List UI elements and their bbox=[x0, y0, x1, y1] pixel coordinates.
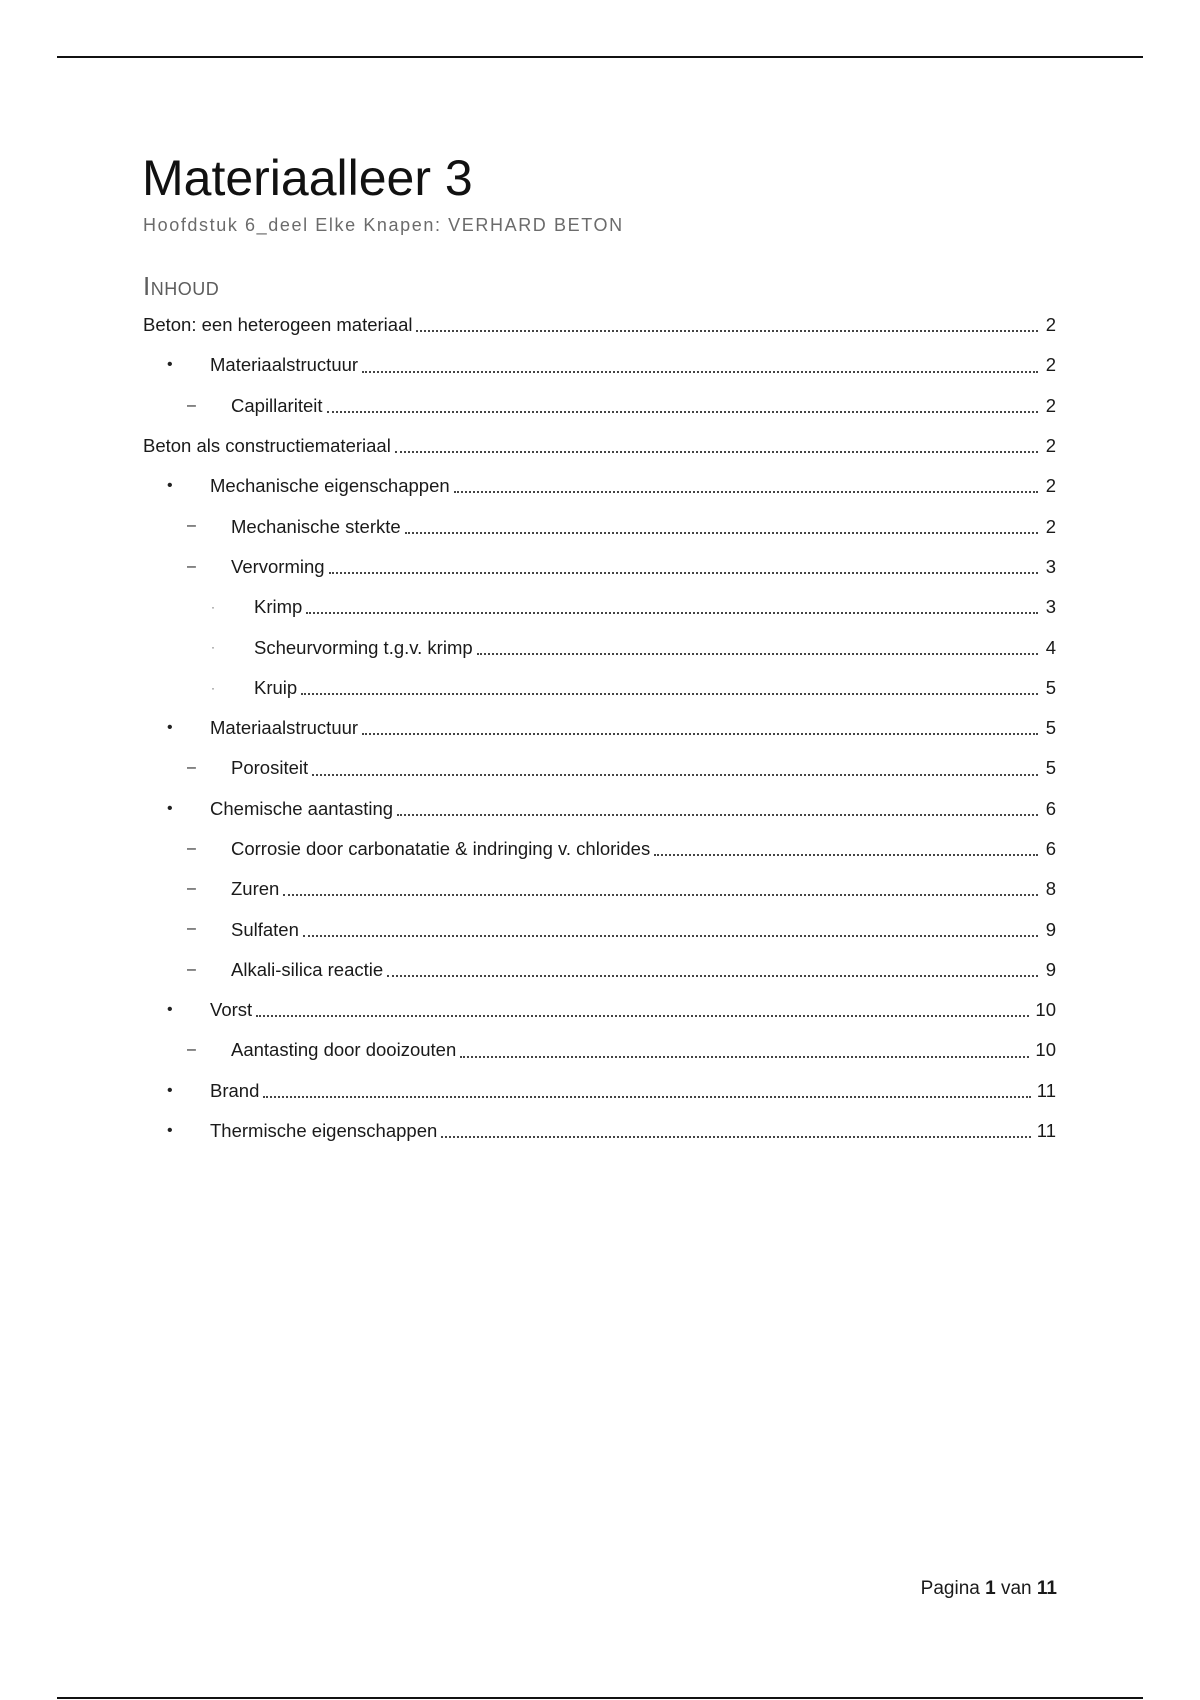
toc-dot-leader bbox=[405, 506, 1040, 546]
toc-entry-title: Sulfaten bbox=[231, 919, 303, 941]
toc-page-number: 2 bbox=[1045, 394, 1056, 416]
toc-entry-title: Chemische aantasting bbox=[210, 798, 397, 820]
toc-entry[interactable] bbox=[143, 506, 1056, 546]
toc-entry[interactable] bbox=[143, 547, 1056, 587]
toc-entry-title: Krimp bbox=[254, 596, 306, 618]
toc-entry[interactable] bbox=[143, 668, 1056, 708]
toc-page-number: 2 bbox=[1045, 475, 1056, 497]
toc-entry[interactable] bbox=[143, 1071, 1056, 1111]
footer-total-pages: 11 bbox=[1036, 1578, 1057, 1599]
toc-dot-leader bbox=[397, 789, 1040, 829]
toc-bullet-marker: • bbox=[167, 799, 173, 817]
toc-entry[interactable] bbox=[143, 748, 1056, 788]
toc-entry[interactable] bbox=[143, 1111, 1056, 1151]
toc-dot-leader bbox=[329, 547, 1040, 587]
toc-entry[interactable] bbox=[143, 708, 1056, 748]
toc-page-number: 3 bbox=[1045, 555, 1056, 577]
toc-bullet-marker: • bbox=[167, 477, 173, 495]
toc-bullet-marker: – bbox=[187, 920, 196, 938]
toc-entry-title: Aantasting door dooizouten bbox=[231, 1039, 460, 1061]
toc-page-number: 2 bbox=[1045, 435, 1056, 457]
toc-dot-leader bbox=[395, 426, 1040, 466]
toc-dot-leader bbox=[454, 466, 1040, 506]
toc-page-number: 3 bbox=[1045, 596, 1056, 618]
toc-entry[interactable] bbox=[143, 909, 1056, 949]
toc-page-number: 2 bbox=[1045, 354, 1056, 376]
document-title: Materiaalleer 3 bbox=[142, 150, 473, 206]
toc-entry[interactable] bbox=[143, 869, 1056, 909]
toc-entry-title: Vervorming bbox=[231, 556, 329, 578]
toc-entry[interactable] bbox=[143, 305, 1056, 345]
toc-bullet-marker: • bbox=[167, 1081, 173, 1099]
toc-page-number: 5 bbox=[1045, 717, 1056, 739]
toc-entry[interactable] bbox=[143, 829, 1056, 869]
toc-heading-text: Inhoud bbox=[143, 271, 220, 301]
toc-entry-title: Zuren bbox=[231, 878, 283, 900]
toc-bullet-marker: – bbox=[187, 1041, 196, 1059]
toc-entry[interactable] bbox=[143, 950, 1056, 990]
toc-bullet-marker: – bbox=[187, 880, 196, 898]
toc-entry[interactable] bbox=[143, 789, 1056, 829]
toc-dot-leader bbox=[441, 1111, 1033, 1151]
toc-bullet-marker: · bbox=[211, 680, 215, 695]
toc-bullet-marker: – bbox=[187, 517, 196, 535]
toc-page-number: 5 bbox=[1045, 757, 1056, 779]
toc-bullet-marker: – bbox=[187, 396, 196, 414]
footer-middle: van bbox=[1000, 1578, 1032, 1599]
toc-page-number: 9 bbox=[1045, 918, 1056, 940]
toc-page-number: 4 bbox=[1045, 636, 1056, 658]
toc-entry[interactable] bbox=[143, 1030, 1056, 1070]
toc-bullet-marker: – bbox=[187, 960, 196, 978]
toc-entry-title: Kruip bbox=[254, 677, 301, 699]
toc-dot-leader bbox=[256, 990, 1031, 1030]
toc-entry-title: Alkali-silica reactie bbox=[231, 959, 387, 981]
toc-bullet-marker: • bbox=[167, 356, 173, 374]
toc-entry-title: Scheurvorming t.g.v. krimp bbox=[254, 637, 477, 659]
toc-page-number: 10 bbox=[1035, 999, 1056, 1021]
toc-bullet-marker: · bbox=[211, 640, 215, 655]
toc-entry[interactable] bbox=[143, 426, 1056, 466]
toc-page-number: 9 bbox=[1045, 958, 1056, 980]
toc-dot-leader bbox=[263, 1071, 1032, 1111]
toc-entry[interactable] bbox=[143, 627, 1056, 667]
toc-dot-leader bbox=[362, 345, 1040, 385]
toc-page-number: 5 bbox=[1045, 676, 1056, 698]
document-subtitle: Hoofdstuk 6_deel Elke Knapen: VERHARD BETON bbox=[143, 215, 624, 235]
table-of-contents bbox=[143, 305, 1056, 1151]
toc-dot-leader bbox=[416, 305, 1040, 345]
toc-dot-leader bbox=[327, 386, 1040, 426]
toc-dot-leader bbox=[387, 950, 1040, 990]
toc-entry-title: Thermische eigenschappen bbox=[210, 1120, 441, 1142]
toc-heading bbox=[143, 271, 219, 302]
toc-dot-leader bbox=[460, 1030, 1031, 1070]
toc-dot-leader bbox=[301, 668, 1040, 708]
toc-bullet-marker: · bbox=[211, 600, 215, 615]
toc-bullet-marker: • bbox=[167, 718, 173, 736]
toc-page-number: 6 bbox=[1045, 838, 1056, 859]
toc-page-number: 6 bbox=[1045, 797, 1056, 819]
toc-entry[interactable] bbox=[143, 386, 1056, 426]
toc-page-number: 2 bbox=[1045, 515, 1056, 537]
toc-page-number: 8 bbox=[1045, 878, 1056, 900]
toc-entry[interactable] bbox=[143, 345, 1056, 385]
toc-entry-title: Mechanische eigenschappen bbox=[210, 475, 454, 497]
toc-bullet-marker: – bbox=[187, 839, 196, 857]
footer-prefix: Pagina bbox=[920, 1578, 980, 1599]
toc-entry-title: Beton: een heterogeen materiaal bbox=[143, 314, 416, 336]
toc-bullet-marker: – bbox=[187, 759, 196, 777]
toc-dot-leader bbox=[306, 587, 1040, 627]
footer-rule bbox=[57, 1697, 1143, 1699]
toc-bullet-marker: – bbox=[187, 557, 196, 575]
toc-dot-leader bbox=[477, 627, 1040, 667]
toc-entry-title: Materiaalstructuur bbox=[210, 717, 362, 739]
toc-entry[interactable] bbox=[143, 990, 1056, 1030]
toc-entry-title: Brand bbox=[210, 1080, 263, 1102]
toc-entry-title: Beton als constructiemateriaal bbox=[143, 435, 395, 457]
toc-dot-leader bbox=[303, 909, 1040, 949]
toc-page-number: 10 bbox=[1035, 1039, 1056, 1061]
toc-page-number: 11 bbox=[1036, 1120, 1056, 1142]
toc-dot-leader bbox=[654, 829, 1040, 869]
toc-dot-leader bbox=[283, 869, 1040, 909]
toc-entry-title: Porositeit bbox=[231, 757, 312, 779]
header-rule bbox=[57, 56, 1143, 58]
toc-entry[interactable] bbox=[143, 587, 1056, 627]
toc-entry-title: Materiaalstructuur bbox=[210, 354, 362, 376]
page-footer bbox=[921, 1578, 1057, 1600]
toc-page-number: 2 bbox=[1045, 314, 1056, 336]
toc-page-number: 11 bbox=[1036, 1079, 1056, 1101]
toc-entry-title: Capillariteit bbox=[231, 395, 327, 417]
footer-current-page: 1 bbox=[985, 1578, 996, 1599]
toc-entry-title: Corrosie door carbonatatie & indringing v. chlorides bbox=[231, 838, 654, 860]
toc-bullet-marker: • bbox=[167, 1001, 173, 1019]
toc-bullet-marker: • bbox=[167, 1121, 173, 1139]
toc-dot-leader bbox=[362, 708, 1040, 748]
toc-entry-title: Mechanische sterkte bbox=[231, 516, 405, 538]
toc-entry[interactable] bbox=[143, 466, 1056, 506]
toc-entry-title: Vorst bbox=[210, 999, 256, 1021]
toc-dot-leader bbox=[312, 748, 1040, 788]
